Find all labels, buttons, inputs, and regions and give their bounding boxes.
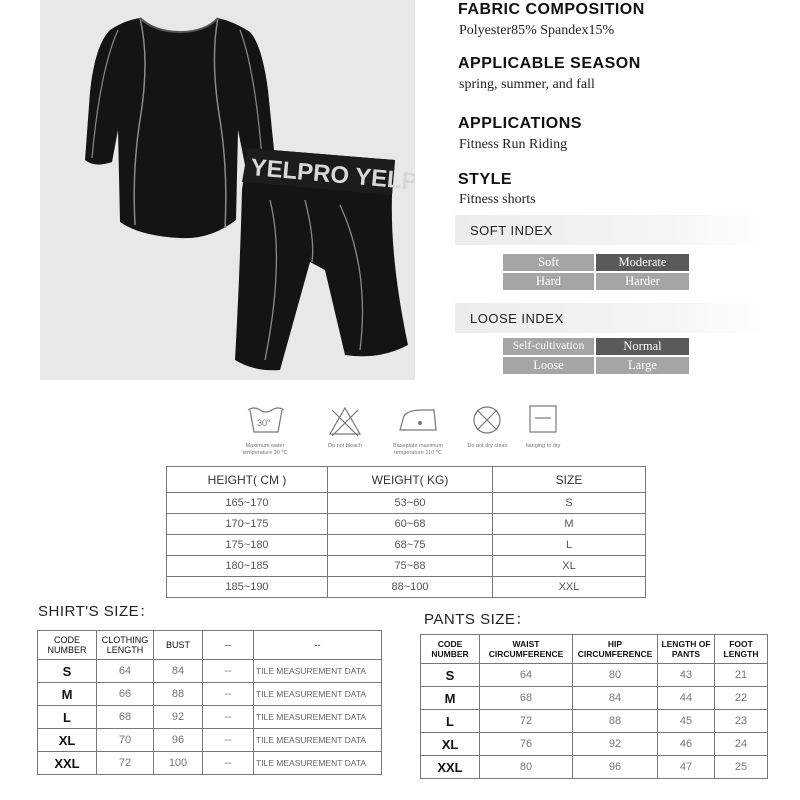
spec-heading-fabric: FABRIC COMPOSITION <box>458 1 645 18</box>
table-row <box>421 756 768 779</box>
code-cell: S <box>421 664 480 687</box>
hip-cell: 92 <box>573 733 658 756</box>
hip-cell: 80 <box>573 664 658 687</box>
dash-cell: -- <box>203 683 254 706</box>
pants-size-title: PANTS SIZE： <box>424 611 531 628</box>
waist-cell: 64 <box>480 664 573 687</box>
size-cell: S <box>493 493 646 514</box>
header-waist: WAIST CIRCUMFERENCE <box>480 635 573 664</box>
length-cell: 44 <box>658 687 715 710</box>
tile-data-cell: TILE MEASUREMENT DATA <box>254 752 382 775</box>
table-header-row <box>421 635 768 664</box>
hip-cell: 88 <box>573 710 658 733</box>
height-cell: 170~175 <box>167 514 328 535</box>
weight-cell: 75~88 <box>328 556 493 577</box>
table-row <box>167 535 646 556</box>
header-foot-length: FOOT LENGTH <box>715 635 768 664</box>
care-label-dry-clean: Do not dry clean <box>467 443 508 449</box>
hip-cell: 96 <box>573 756 658 779</box>
loose-index-cell-large: Large <box>596 357 689 374</box>
soft-index-cell-harder: Harder <box>596 273 689 290</box>
code-cell: XL <box>38 729 97 752</box>
garment-illustration <box>40 0 415 380</box>
no-bleach-icon <box>310 402 380 438</box>
wash-temp-text: 30° <box>257 418 271 428</box>
length-cell: 70 <box>97 729 154 752</box>
bust-cell: 88 <box>154 683 203 706</box>
foot-length-cell: 25 <box>715 756 768 779</box>
code-cell: M <box>38 683 97 706</box>
product-photo <box>40 0 415 380</box>
dash-cell: -- <box>203 752 254 775</box>
soft-index-title: SOFT INDEX <box>470 223 553 238</box>
bust-cell: 84 <box>154 660 203 683</box>
weight-cell: 88~100 <box>328 577 493 598</box>
table-header-row <box>38 631 382 660</box>
tile-data-cell: TILE MEASUREMENT DATA <box>254 683 382 706</box>
foot-length-cell: 23 <box>715 710 768 733</box>
foot-length-cell: 24 <box>715 733 768 756</box>
foot-length-cell: 21 <box>715 664 768 687</box>
care-label-iron-1: Baseplate maximum <box>393 443 443 449</box>
hip-cell: 84 <box>573 687 658 710</box>
header-code-number: CODE NUMBER <box>38 631 97 660</box>
bust-cell: 92 <box>154 706 203 729</box>
size-cell: XXL <box>493 577 646 598</box>
no-dry-clean-icon <box>455 402 520 438</box>
weight-cell: 68~75 <box>328 535 493 556</box>
bust-cell: 100 <box>154 752 203 775</box>
code-cell: L <box>38 706 97 729</box>
length-cell: 68 <box>97 706 154 729</box>
header-clothing-length: CLOTHING LENGTH <box>97 631 154 660</box>
tile-data-cell: TILE MEASUREMENT DATA <box>254 706 382 729</box>
table-row <box>421 733 768 756</box>
loose-index-band <box>455 303 775 333</box>
size-cell: M <box>493 514 646 535</box>
loose-index-title: LOOSE INDEX <box>470 311 564 326</box>
waist-cell: 72 <box>480 710 573 733</box>
length-cell: 64 <box>97 660 154 683</box>
care-item-hang-dry <box>513 402 573 450</box>
loose-index-cell-self-cultivation: Self-cultivation <box>503 338 594 355</box>
spec-heading-season: APPLICABLE SEASON <box>458 55 641 72</box>
length-cell: 72 <box>97 752 154 775</box>
tile-data-cell: TILE MEASUREMENT DATA <box>254 660 382 683</box>
care-instructions <box>230 402 570 462</box>
care-item-iron <box>378 402 458 457</box>
care-label-bleach: Do not bleach <box>328 443 362 449</box>
hang-dry-icon <box>513 402 573 438</box>
soft-index-band <box>455 215 775 245</box>
table-row <box>38 706 382 729</box>
header-dash-1: -- <box>203 631 254 660</box>
length-cell: 45 <box>658 710 715 733</box>
header-bust: BUST <box>154 631 203 660</box>
size-cell: XL <box>493 556 646 577</box>
care-label-wash-2: temperature 30 ℃ <box>242 450 288 456</box>
waist-cell: 76 <box>480 733 573 756</box>
care-item-wash <box>230 402 300 457</box>
table-row <box>38 683 382 706</box>
code-cell: XXL <box>38 752 97 775</box>
care-item-bleach <box>310 402 380 450</box>
tile-data-cell: TILE MEASUREMENT DATA <box>254 729 382 752</box>
loose-index-cell-normal: Normal <box>596 338 689 355</box>
soft-index-cell-hard: Hard <box>503 273 594 290</box>
header-length: LENGTH OF PANTS <box>658 635 715 664</box>
table-header-row <box>167 467 646 493</box>
foot-length-cell: 22 <box>715 687 768 710</box>
header-dash-2: -- <box>254 631 382 660</box>
waist-cell: 80 <box>480 756 573 779</box>
length-cell: 46 <box>658 733 715 756</box>
loose-index-grid <box>503 338 689 375</box>
height-cell: 175~180 <box>167 535 328 556</box>
wash-30-icon <box>230 402 300 438</box>
table-row <box>421 664 768 687</box>
loose-index-cell-loose: Loose <box>503 357 594 374</box>
table-row <box>421 687 768 710</box>
pants-size-table <box>420 634 768 779</box>
length-cell: 66 <box>97 683 154 706</box>
dash-cell: -- <box>203 706 254 729</box>
dash-cell: -- <box>203 729 254 752</box>
table-row <box>38 660 382 683</box>
soft-index-grid <box>503 254 689 291</box>
table-row <box>38 752 382 775</box>
header-hip: HIP CIRCUMFERENCE <box>573 635 658 664</box>
spec-value-fabric: Polyester85% Spandex15% <box>459 23 615 38</box>
header-height: HEIGHT( CM ) <box>167 467 328 493</box>
header-weight: WEIGHT( KG) <box>328 467 493 493</box>
care-label-iron-2: temperature 110 ℃ <box>394 450 442 456</box>
table-row <box>167 493 646 514</box>
shirt-size-title: SHIRT'S SIZE： <box>38 603 155 620</box>
care-label-wash-1: Maximum water <box>245 443 285 449</box>
header-size: SIZE <box>493 467 646 493</box>
spec-value-style: Fitness shorts <box>459 192 536 207</box>
code-cell: XL <box>421 733 480 756</box>
shorts-image <box>235 148 415 370</box>
spec-value-season: spring, summer, and fall <box>459 77 595 92</box>
waistband-text: YELPRO YELPRO <box>249 154 415 199</box>
table-row <box>421 710 768 733</box>
dash-cell: -- <box>203 660 254 683</box>
height-cell: 165~170 <box>167 493 328 514</box>
header-code-number: CODE NUMBER <box>421 635 480 664</box>
size-cell: L <box>493 535 646 556</box>
soft-index-cell-soft: Soft <box>503 254 594 271</box>
spec-heading-style: STYLE <box>458 171 513 188</box>
table-row <box>167 514 646 535</box>
table-row <box>167 556 646 577</box>
weight-cell: 53~60 <box>328 493 493 514</box>
code-cell: S <box>38 660 97 683</box>
shirt-size-table <box>37 630 382 775</box>
waist-cell: 68 <box>480 687 573 710</box>
iron-110-icon <box>378 402 458 438</box>
spec-value-applications: Fitness Run Riding <box>459 137 568 152</box>
weight-cell: 60~68 <box>328 514 493 535</box>
table-row <box>38 729 382 752</box>
length-cell: 47 <box>658 756 715 779</box>
size-chart-table <box>166 466 646 598</box>
bust-cell: 96 <box>154 729 203 752</box>
height-cell: 180~185 <box>167 556 328 577</box>
code-cell: M <box>421 687 480 710</box>
height-cell: 185~190 <box>167 577 328 598</box>
care-label-hang-dry: hanging to dry <box>525 443 561 449</box>
care-item-dry-clean <box>455 402 520 450</box>
length-cell: 43 <box>658 664 715 687</box>
code-cell: L <box>421 710 480 733</box>
code-cell: XXL <box>421 756 480 779</box>
table-row <box>167 577 646 598</box>
spec-heading-applications: APPLICATIONS <box>458 115 582 132</box>
soft-index-cell-moderate: Moderate <box>596 254 689 271</box>
